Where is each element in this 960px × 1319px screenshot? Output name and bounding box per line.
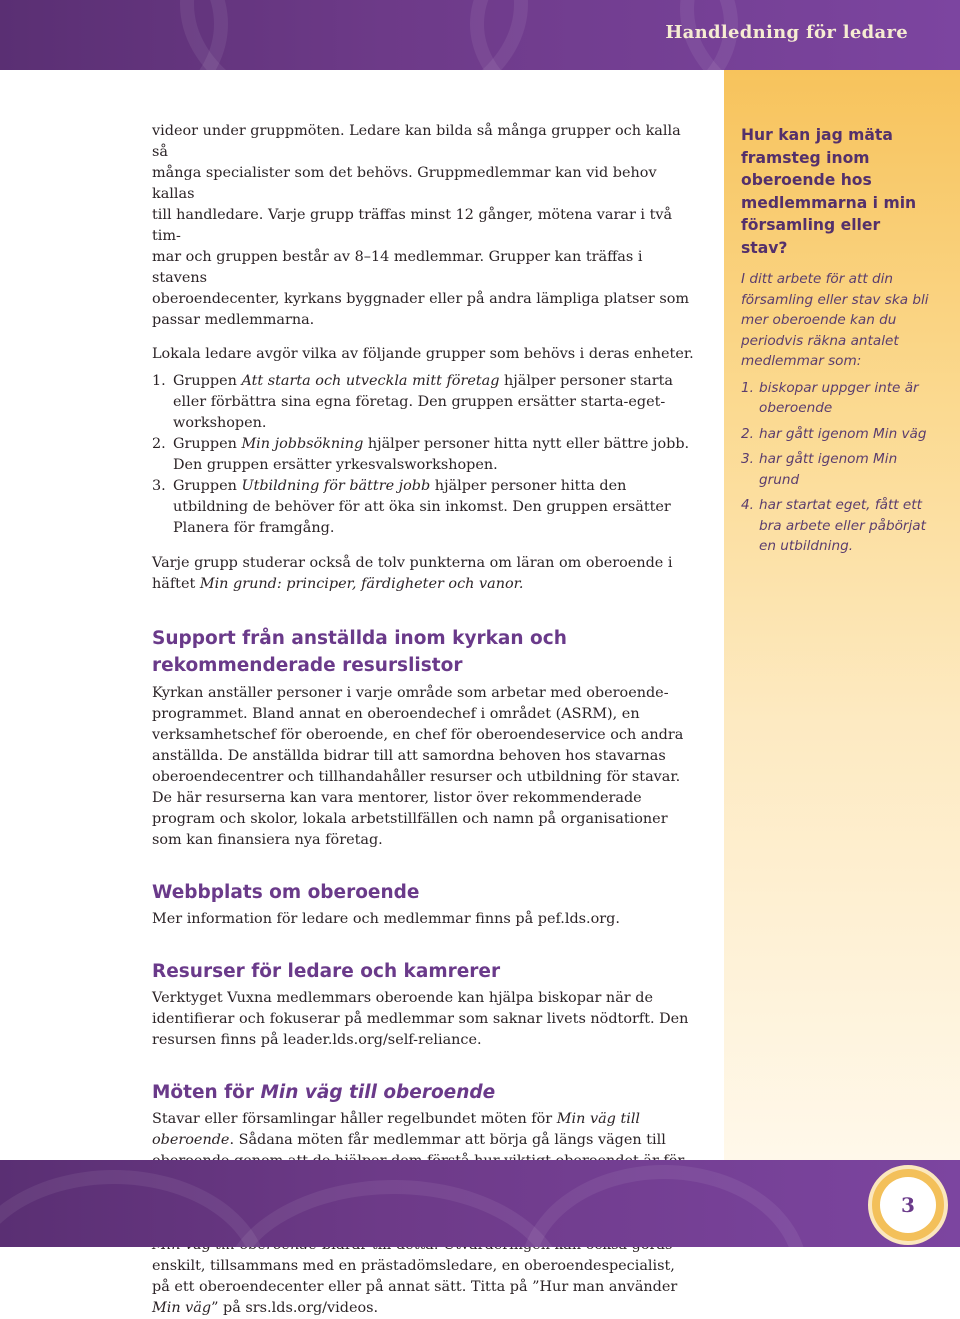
intro-paragraph: videor under gruppmöten. Ledare kan bilda så många grupper och kalla så många specialister som det behövs. Gruppmedlemmar kan vid behov kallas till handledare. Varje grupp träffas minst 12 gånger, mötena varar i två tim- mar och gruppen består av 8–14 medlemmar. Grupper kan träffas i stavens oberoendecenter, kyrkans byggnader eller på andra lämpliga platser som passar medlemmarna. [152,123,690,328]
sidebar-heading: Hur kan jag mäta framsteg inom oberoende hos medlemmarna i min församling eller stav? [741,126,917,257]
sidebar-list [741,378,931,557]
section-heading-meetings: Möten för Min väg till oberoende [152,1082,496,1103]
group-item: 1. Gruppen Att starta och utveckla mitt företag hjälper personer starta eller förbättra sina egna företag. Den gruppen ersätter starta-eget-workshopen. [152,373,673,431]
sidebar-list-item: 3. har gått igenom Min grund [741,451,898,488]
web-paragraph: Mer information för ledare och medlemmar finns på pef.lds.org. [152,911,620,927]
main-column [152,121,697,1319]
page-number: 3 [880,1177,936,1233]
page-number-badge [868,1165,948,1245]
sidebar-list-item: 2. har gått igenom Min väg [741,425,927,442]
groups-intro: Lokala ledare avgör vilka av följande grupper som behövs i deras enheter. [152,346,694,362]
resources-paragraph: Verktyget Vuxna medlemmars oberoende kan hjälpa biskopar när de identifierar och fokuserar på medlemmar som saknar livets nödtorft. Den resursen finns på leader.lds.org/self-reliance. [152,990,689,1048]
sidebar-list-item: 4. har startat eget, fått ett bra arbete eller påbörjat en utbildning. [741,497,926,554]
meetings-paragraph: Stavar eller församlingar håller regelbundet möten för Min väg till oberoende. Sådana möten får medlemmar att börja gå längs vägen till enskilt, tillsammans med en prästadömsledare, en oberoendespecialist, på ett oberoendecenter eller på annat sätt. Titta på ”Hur man använder Min väg” på srs.lds.org/videos. [152,1111,678,1316]
header-band [0,0,960,70]
running-header: Handledning för ledare [665,22,908,43]
footer-band [0,1160,960,1247]
section-heading-web: Webbplats om oberoende [152,882,420,903]
section-heading-resources: Resurser för ledare och kamrerer [152,961,501,982]
section-heading-support: Support från anställda inom kyrkan och rekommenderade resurslistor [152,628,567,676]
sidebar-intro: I ditt arbete för att din församling eller stav ska bli mer oberoende kan du periodvis räkna antalet medlemmar som: [741,271,929,369]
principles-paragraph: Varje grupp studerar också de tolv punkterna om läran om oberoende i häftet Min grund: principer, färdigheter och vanor. [152,555,673,592]
support-paragraph: Kyrkan anställer personer i varje område som arbetar med oberoendeprogrammet. Bland annat en oberoendechef i området (ASRM), en verksamhetschef för oberoende, en chef för oberoendeservice och andra anställda. De anställda bidrar till att samordna behoven hos stavarnas oberoendecentrer och tillhandahåller resurser och utbildning för stavar. De här resurserna kan vara mentorer, listor över rekommenderade program och skolor, lokala arbetstillfällen och namn på organisationer som kan finansiera nya företag. [152,685,684,848]
group-item: 2. Gruppen Min jobbsökning hjälper personer hitta nytt eller bättre jobb. Den gruppen ersätter yrkesvalsworkshopen. [152,436,690,473]
sidebar-box [741,124,931,562]
decorative-swirl [220,1180,568,1247]
decorative-swirl [520,1165,808,1247]
sidebar-list-item: 1. biskopar uppger inte är oberoende [741,379,919,416]
group-item: 3. Gruppen Utbildning för bättre jobb hjälper personer hitta den utbildning de behöver för att öka sin inkomst. Den gruppen ersätter Planera för framgång. [152,478,671,536]
decorative-swirl [0,1170,268,1247]
